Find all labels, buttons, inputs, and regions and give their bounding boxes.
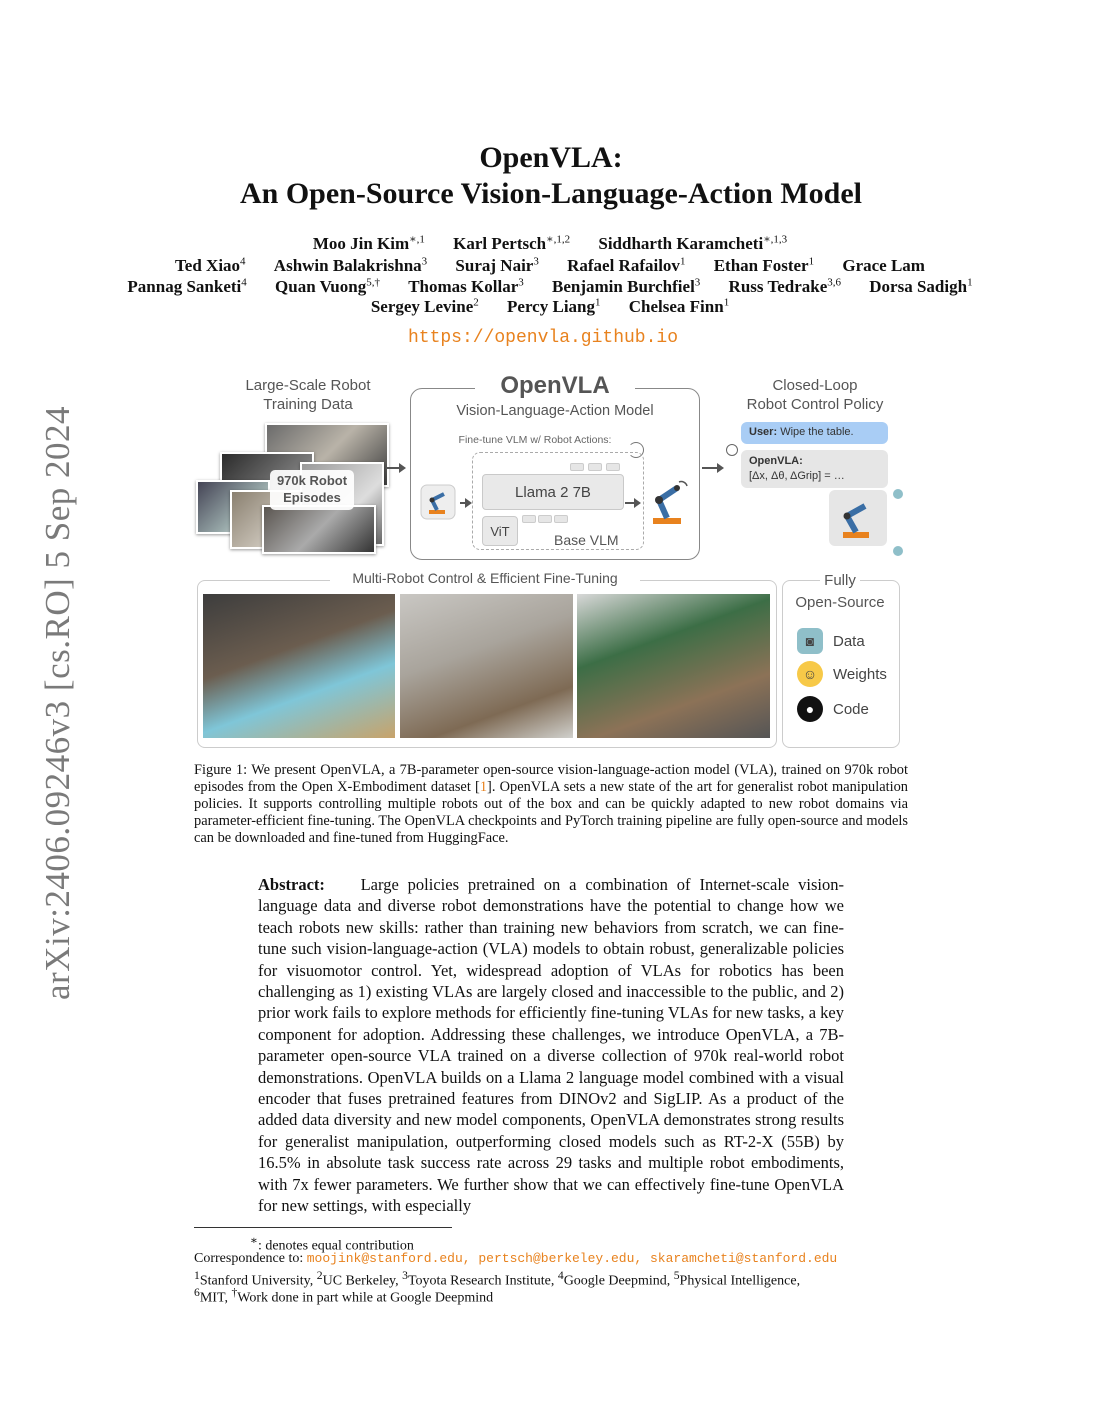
- llama-block: Llama 2 7B: [482, 474, 624, 510]
- token-icon: [588, 463, 602, 471]
- affiliation: Work done in part while at Google Deepmind: [237, 1290, 494, 1306]
- affiliation: Physical Intelligence,: [679, 1273, 801, 1289]
- openvla-name: OpenVLA: [475, 372, 635, 400]
- robot-arm-icon: [833, 494, 883, 542]
- abstract-heading: Abstract:: [258, 875, 325, 894]
- policy-label: [735, 376, 895, 414]
- multi-robot-label: Multi-Robot Control & Efficient Fine-Tuning: [330, 570, 640, 586]
- author-row-4: [100, 292, 1000, 317]
- model-output-bubble: [741, 450, 888, 488]
- token-icon: [606, 463, 620, 471]
- open-source-item-label: Code: [833, 700, 869, 718]
- open-source-label-line: Fully: [820, 570, 860, 592]
- affiliation: Google Deepmind,: [563, 1273, 674, 1289]
- open-source-label: [784, 570, 896, 614]
- author: Grace Lam: [842, 255, 925, 275]
- user-message-bubble: [741, 422, 888, 444]
- figure-caption: [194, 762, 908, 847]
- caption-text: Figure 1: We present OpenVLA, a 7B-parameter open-source vision-language-action model (VLA), trained on 970k robot episodes from the Open X-Embodiment dataset [: [194, 762, 908, 795]
- title-line-2: An Open-Source Vision-Language-Action Model: [240, 177, 862, 210]
- footnote-affiliations-2: $^6$MIT, †Work done in part while at Google Deepmind: [194, 1286, 494, 1306]
- training-data-label-line: Training Data: [263, 396, 353, 413]
- footnote-divider: [194, 1227, 452, 1228]
- affiliation: Toyota Research Institute,: [407, 1273, 558, 1289]
- author: Percy Liang$^1$: [507, 296, 601, 316]
- affiliation: MIT,: [199, 1290, 232, 1306]
- episodes-label-line: 970k Robot: [276, 473, 348, 488]
- citation-link[interactable]: 1: [479, 779, 488, 795]
- hugging-face-icon: ☺: [797, 661, 823, 687]
- open-source-item-label: Data: [833, 632, 865, 650]
- finetune-label: Fine-tune VLM w/ Robot Actions:: [458, 434, 612, 446]
- training-data-label-line: Large-Scale Robot: [245, 377, 371, 394]
- user-icon: [726, 444, 738, 456]
- arrow-right-icon: [460, 502, 470, 504]
- abstract: [258, 874, 844, 1217]
- author: Sergey Levine$^2$: [370, 296, 479, 316]
- affiliation: Stanford University,: [199, 1273, 317, 1289]
- affiliation: UC Berkeley,: [322, 1273, 403, 1289]
- open-source-code[interactable]: [797, 696, 869, 722]
- arrow-right-icon: [386, 467, 404, 469]
- episodes-badge: [270, 470, 354, 510]
- author: Pannag Sanketi$^4$: [127, 276, 247, 296]
- robot-photo-google: [400, 594, 573, 738]
- model-prefix: OpenVLA:: [749, 455, 803, 467]
- robot-photo-widowx: [203, 594, 395, 738]
- training-data-label: [228, 376, 388, 414]
- arrow-right-icon: [702, 467, 722, 469]
- policy-label-line: Robot Control Policy: [746, 396, 884, 413]
- token-icon: [538, 515, 552, 523]
- episodes-label-line: Episodes: [283, 490, 341, 505]
- policy-label-line: Closed-Loop: [772, 377, 858, 394]
- author: Benjamin Burchfiel$^3$: [552, 276, 701, 296]
- author: Ethan Foster$^1$: [713, 255, 815, 275]
- correspondence-emails[interactable]: moojink@stanford.edu, pertsch@berkeley.edu, skaramcheti@stanford.edu: [306, 1251, 838, 1266]
- open-source-label-line: Open-Source: [795, 594, 885, 611]
- project-url-link[interactable]: https://openvla.github.io: [407, 328, 679, 348]
- title-line-1: OpenVLA:: [479, 141, 623, 174]
- token-icon: [570, 463, 584, 471]
- author: Rafael Rafailov$^1$: [567, 255, 686, 275]
- author: Ted Xiao$^4$: [175, 255, 246, 275]
- open-source-data[interactable]: [797, 628, 865, 654]
- author: Suraj Nair$^3$: [455, 255, 539, 275]
- footnote-affiliations: $^1$Stanford University, $^2$UC Berkeley, $^3$Toyota Research Institute, $^4$Google Deepmind, $^5$Physical Intelligence,: [194, 1269, 801, 1289]
- caption-text: ]. OpenVLA sets a new state of the art for generalist robot manipulation policies. It supports controlling multiple robots out of the box and can be quickly adapted to new robot domains via parameter-efficient fine-tuning. The OpenVLA checkpoints and PyTorch training pipeline are fully open-source and models can be downloaded and fine-tuned from HuggingFace.: [194, 779, 908, 846]
- author-row-1: [100, 229, 1000, 254]
- footnote-correspondence: [194, 1250, 914, 1267]
- vit-block: ViT: [482, 516, 518, 546]
- bot-avatar-icon: [893, 546, 903, 556]
- footnote-mark: ∗: [250, 1234, 258, 1247]
- robot-face-icon: ◙: [797, 628, 823, 654]
- author: Dorsa Sadigh$^1$: [869, 276, 973, 296]
- author: Russ Tedrake$^{3,6}$: [728, 276, 842, 296]
- open-source-item-label: Weights: [833, 665, 887, 683]
- training-photo: [262, 505, 376, 554]
- author: Thomas Kollar$^3$: [408, 276, 524, 296]
- bot-avatar-icon: [893, 489, 903, 499]
- base-vlm-label: Base VLM: [554, 532, 619, 548]
- model-output: [Δx, Δθ, ΔGrip] = …: [749, 470, 845, 482]
- footnote-text: : denotes equal contribution: [257, 1238, 414, 1254]
- openvla-subtitle: Vision-Language-Action Model: [456, 403, 654, 419]
- author: Siddharth Karamcheti$^{∗,1,3}$: [598, 233, 788, 253]
- paper-title: [0, 140, 1102, 212]
- footnote-text: Correspondence to:: [194, 1251, 307, 1266]
- user-prefix: User:: [749, 426, 778, 438]
- author: Chelsea Finn$^1$: [628, 296, 730, 316]
- token-icon: [522, 515, 536, 523]
- github-icon: ●: [797, 696, 823, 722]
- robot-photo-franka: [577, 594, 770, 738]
- arxiv-side-stamp: arXiv:2406.09246v3 [cs.RO] 5 Sep 2024: [38, 405, 77, 1000]
- token-icon: [554, 515, 568, 523]
- author: Quan Vuong$^{5,\dagger}$: [275, 276, 380, 296]
- arrow-right-icon: [625, 502, 639, 504]
- robot-arm-icon: [643, 474, 693, 528]
- author: Ashwin Balakrishna$^3$: [273, 255, 428, 275]
- abstract-body: Large policies pretrained on a combination of Internet-scale vision-language data and diverse robot demonstrations have the potential to change how we teach robots new skills: rather than training new behaviors from scratch, we can fine-tune such vision-language-action (VLA) models to obtain robust, generalizable policies for visuomotor control. Yet, widespread adoption of VLAs for robotics has been challenging as 1) existing VLAs are largely closed and inaccessible to the public, and 2) prior work fails to explore methods for efficiently fine-tuning VLAs for new tasks, a key component for adoption. Addressing these challenges, we introduce OpenVLA, a 7B-parameter open-source VLA trained on a diverse collection of 970k real-world robot demonstrations. OpenVLA builds on a Llama 2 language model combined with a visual encoder that fuses pretrained features from DINOv2 and SigLIP. As a product of the added data diversity and new model components, OpenVLA demonstrates strong results for generalist manipulation, outperforming closed models such as RT-2-X (55B) by 16.5% in absolute task success rate across 29 tasks and multiple robot embodiments, with 7x fewer parameters. We further show that we can effectively fine-tune OpenVLA for new settings, with especially: [258, 875, 844, 1216]
- robot-arm-icon: [420, 484, 456, 520]
- open-source-weights[interactable]: [797, 661, 887, 687]
- user-message: Wipe the table.: [780, 426, 854, 438]
- author: Moo Jin Kim$^{∗,1}$: [312, 233, 425, 253]
- author: Karl Pertsch$^{∗,1,2}$: [453, 233, 571, 253]
